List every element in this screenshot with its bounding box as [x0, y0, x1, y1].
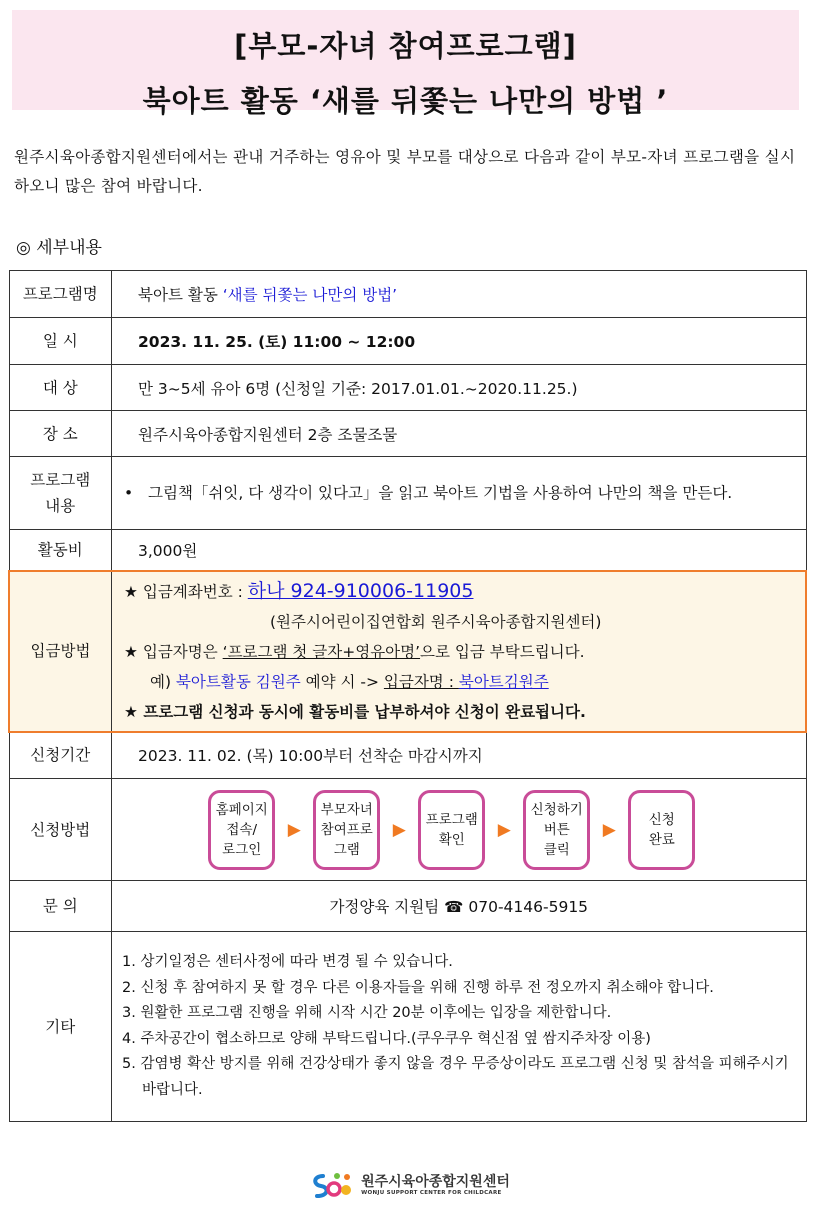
- list-item: 5. 감염병 확산 방지를 위해 건강상태가 좋지 않을 경우 무증상이라도 프로그램 신청 및 참석을 피해주시기 바랍니다.: [122, 1056, 789, 1098]
- center-logo: [309, 1170, 510, 1200]
- logo-name: 원주시육아종합지원센터: [361, 1174, 510, 1190]
- program-title: ‘새를 뒤쫓는 나만의 방법’: [222, 286, 398, 304]
- row-period: [9, 732, 806, 779]
- payment-notice: 프로그램 신청과 동시에 활동비를 납부하셔야 신청이 완료됩니다.: [143, 702, 586, 721]
- label-etc: 기타: [9, 932, 112, 1122]
- label-date: 일 시: [9, 318, 112, 365]
- phone-icon: ☎: [444, 898, 464, 916]
- title-banner: [12, 10, 799, 118]
- bullet: •: [124, 484, 134, 502]
- label-payment: 입금방법: [9, 571, 112, 732]
- example-label: 입금자명 :: [383, 672, 459, 691]
- target-value: 만 3~5세 유아 6명 (신청일 기준: 2017.01.01.~2020.11.25.): [112, 365, 807, 411]
- account-holder: (원주시어린이집연합회 원주시육아종합지원센터): [270, 612, 602, 631]
- row-program: [9, 271, 806, 318]
- label-period: 신청기간: [9, 732, 112, 779]
- label-contact: 문 의: [9, 881, 112, 932]
- list-item: 4. 주차공간이 협소하므로 양해 부탁드립니다.(쿠우쿠우 혁신점 옆 쌈지주차장 이용): [122, 1030, 651, 1047]
- row-payment: [9, 571, 806, 732]
- label-target: 대 상: [9, 365, 112, 411]
- intro-text: 원주시육아종합지원센터에서는 관내 거주하는 영유아 및 부모를 대상으로 다음과 같이 부모-자녀 프로그램을 실시하오니 많은 참여 바랍니다.: [14, 148, 796, 195]
- footer: [0, 1170, 819, 1204]
- label-content-1: 프로그램: [30, 471, 91, 489]
- step-apply-button: 신청하기 버튼 클릭: [523, 790, 590, 870]
- name-suffix: 으로 입금 부탁드립니다.: [420, 642, 585, 661]
- contact-phone: 070-4146-5915: [468, 898, 589, 916]
- account-number: 하나 924-910006-11905: [247, 579, 474, 602]
- arrow-right-icon: ▶: [287, 819, 301, 840]
- arrow-right-icon: ▶: [497, 819, 511, 840]
- logo-icon: [309, 1170, 355, 1200]
- name-format: ‘프로그램 첫 글자+영유아명’: [222, 642, 421, 661]
- example-name: 북아트김원주: [458, 672, 549, 691]
- row-etc: [9, 932, 806, 1122]
- logo-subtitle: WONJU SUPPORT CENTER FOR CHILDCARE: [361, 1190, 502, 1196]
- content-value: 그림책「쉬잇, 다 생각이 있다고」을 읽고 북아트 기법을 사용하여 나만의 책을 만든다.: [148, 484, 733, 502]
- period-value: 2023. 11. 02. (목) 10:00부터 선착순 마감시까지: [112, 732, 807, 779]
- section-title: ◎ 세부내용: [16, 238, 102, 258]
- title-line-2: 북아트 활동 ‘새를 뒤쫓는 나만의 방법 ’: [142, 84, 669, 118]
- example-mid: 예약 시 ->: [300, 672, 384, 691]
- label-fee: 활동비: [9, 530, 112, 571]
- step-homepage: 홈페이지 접속/ 로그인: [208, 790, 275, 870]
- row-content: [9, 457, 806, 530]
- program-prefix: 북아트 활동: [138, 286, 223, 304]
- label-program: 프로그램명: [9, 271, 112, 318]
- arrow-right-icon: ▶: [602, 819, 616, 840]
- contact-team: 가정양육 지원팀: [329, 898, 440, 916]
- notice-list: [122, 950, 802, 1103]
- label-content-2: 내용: [45, 497, 76, 515]
- label-method: 신청방법: [9, 779, 112, 881]
- step-program-menu: 부모자녀 참여프로 그램: [313, 790, 380, 870]
- example-prefix: 예): [150, 672, 176, 691]
- title-line-1: [부모-자녀 참여프로그램]: [234, 29, 577, 63]
- row-contact: [9, 881, 806, 932]
- star-icon: ★: [124, 582, 138, 601]
- row-date: [9, 318, 806, 365]
- label-place: 장 소: [9, 411, 112, 457]
- arrow-right-icon: ▶: [392, 819, 406, 840]
- row-method: [9, 779, 806, 881]
- list-item: 1. 상기일정은 센터사정에 따라 변경 될 수 있습니다.: [122, 954, 453, 970]
- star-icon: ★: [124, 642, 138, 661]
- star-icon: ★: [124, 702, 138, 721]
- example-program: 북아트활동 김원주: [175, 672, 301, 691]
- row-fee: [9, 530, 806, 571]
- place-value: 원주시육아종합지원센터 2층 조물조물: [112, 411, 807, 457]
- apply-steps: [178, 790, 726, 870]
- row-target: [9, 365, 806, 411]
- list-item: 3. 원활한 프로그램 진행을 위해 시작 시간 20분 이후에는 입장을 제한합니다.: [122, 1005, 612, 1021]
- details-table: [8, 270, 807, 1122]
- row-place: [9, 411, 806, 457]
- fee-value: 3,000원: [112, 530, 807, 571]
- name-prefix: 입금자명은: [142, 642, 223, 661]
- step-program-check: 프로그램 확인: [418, 790, 485, 870]
- account-label: 입금계좌번호 :: [142, 582, 248, 601]
- date-value: 2023. 11. 25. (토) 11:00 ~ 12:00: [112, 318, 807, 365]
- list-item: 2. 신청 후 참여하지 못 할 경우 다른 이용자들을 위해 진행 하루 전 정오까지 취소해야 합니다.: [122, 979, 714, 996]
- step-complete: 신청 완료: [628, 790, 695, 870]
